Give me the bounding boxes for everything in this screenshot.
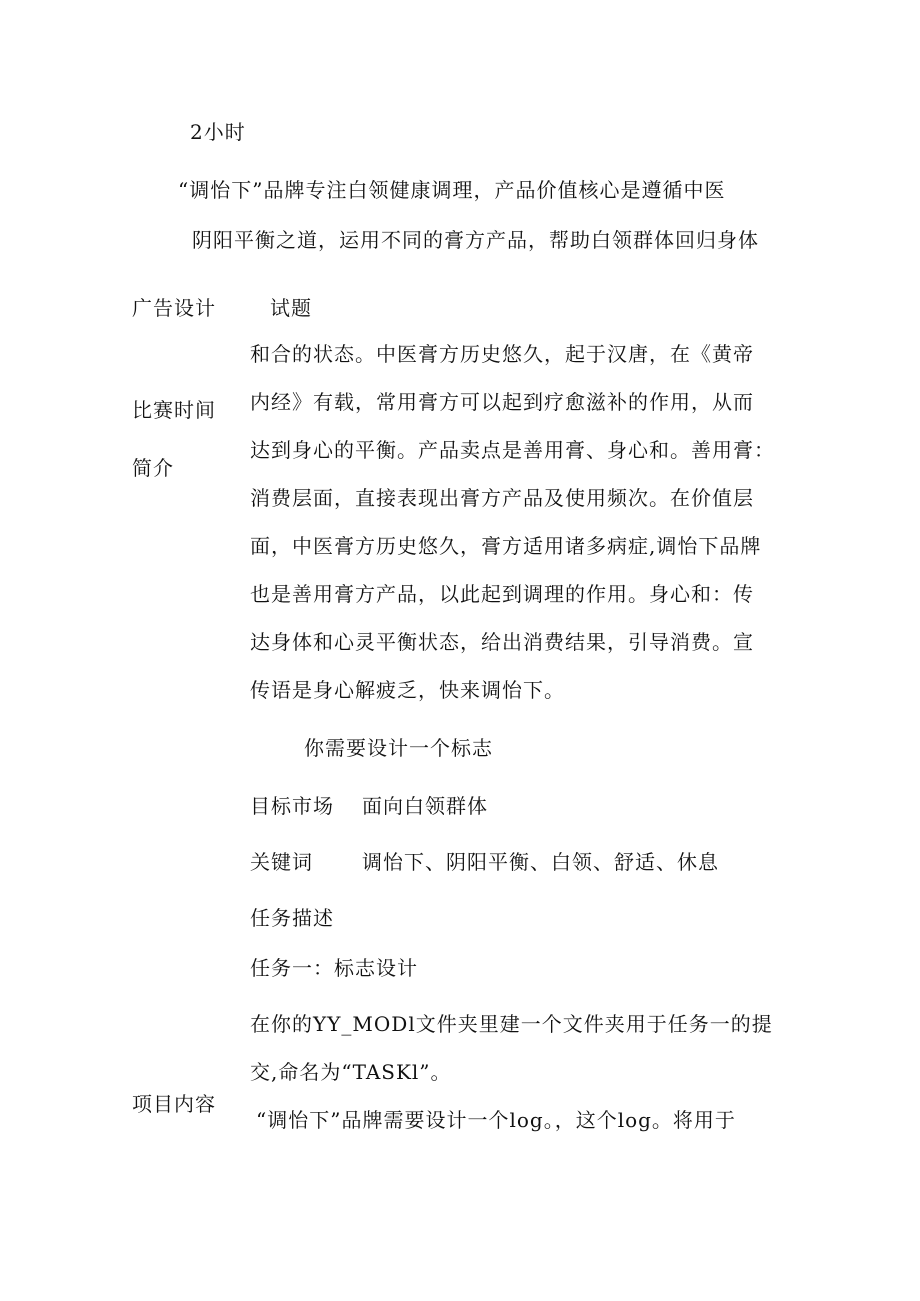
task1-body-line-1: 在你的YY_MODl文件夹里建一个文件夹用于任务一的提 [250,1012,773,1036]
keywords-value: 调怡下、阴阳平衡、白领、舒适、休息 [362,850,719,874]
intro-body-line-6: 也是善用膏方产品，以此起到调理的作用。身心和：传 [250,582,754,606]
intro-top-line-1: “调怡下”品牌专注白领健康调理，产品价值核心是遵循中医 [178,178,726,202]
label-competition-time: 比赛时间 [132,398,216,422]
task1-title: 任务一：标志设计 [250,956,418,980]
keywords-label: 关键词 [250,850,313,874]
duration-text: 2小时 [190,120,246,144]
label-intro: 简介 [132,456,174,480]
target-market-value: 面向白领群体 [362,794,488,818]
intro-body-line-1: 和合的状态。中医膏方历史悠久，起于汉唐，在《黄帝 [250,342,754,366]
intro-body-line-7: 达身体和心灵平衡状态，给出消费结果，引导消费。宣 [250,630,754,654]
intro-body-line-4: 消费层面，直接表现出膏方产品及使用频次。在价值层 [250,486,754,510]
intro-body-line-8: 传语是身心解疲乏，快来调怡下。 [250,678,565,702]
label-ad-design: 广告设计 [132,296,216,320]
task-description-heading: 任务描述 [250,906,334,930]
intro-body-line-3: 达到身心的平衡。产品卖点是善用膏、身心和。善用膏： [250,438,775,462]
intro-body-line-2: 内经》有载，常用膏方可以起到疗愈滋补的作用，从而 [250,390,754,414]
label-project-content: 项目内容 [132,1092,216,1116]
target-market-label: 目标市场 [250,794,334,818]
task1-body-line-2: 交,命名为“TASKl”。 [250,1060,452,1084]
intro-top-line-2: 阴阳平衡之道，运用不同的膏方产品，帮助白领群体回归身体 [192,228,759,252]
exam-label: 试题 [270,296,312,320]
task1-body-line-3: “调怡下”品牌需要设计一个log。，这个log。将用于 [256,1108,736,1132]
intro-body-line-5: 面，中医膏方历史悠久，膏方适用诸多病症,调怡下品牌 [250,534,762,558]
logo-need-text: 你需要设计一个标志 [304,736,493,760]
